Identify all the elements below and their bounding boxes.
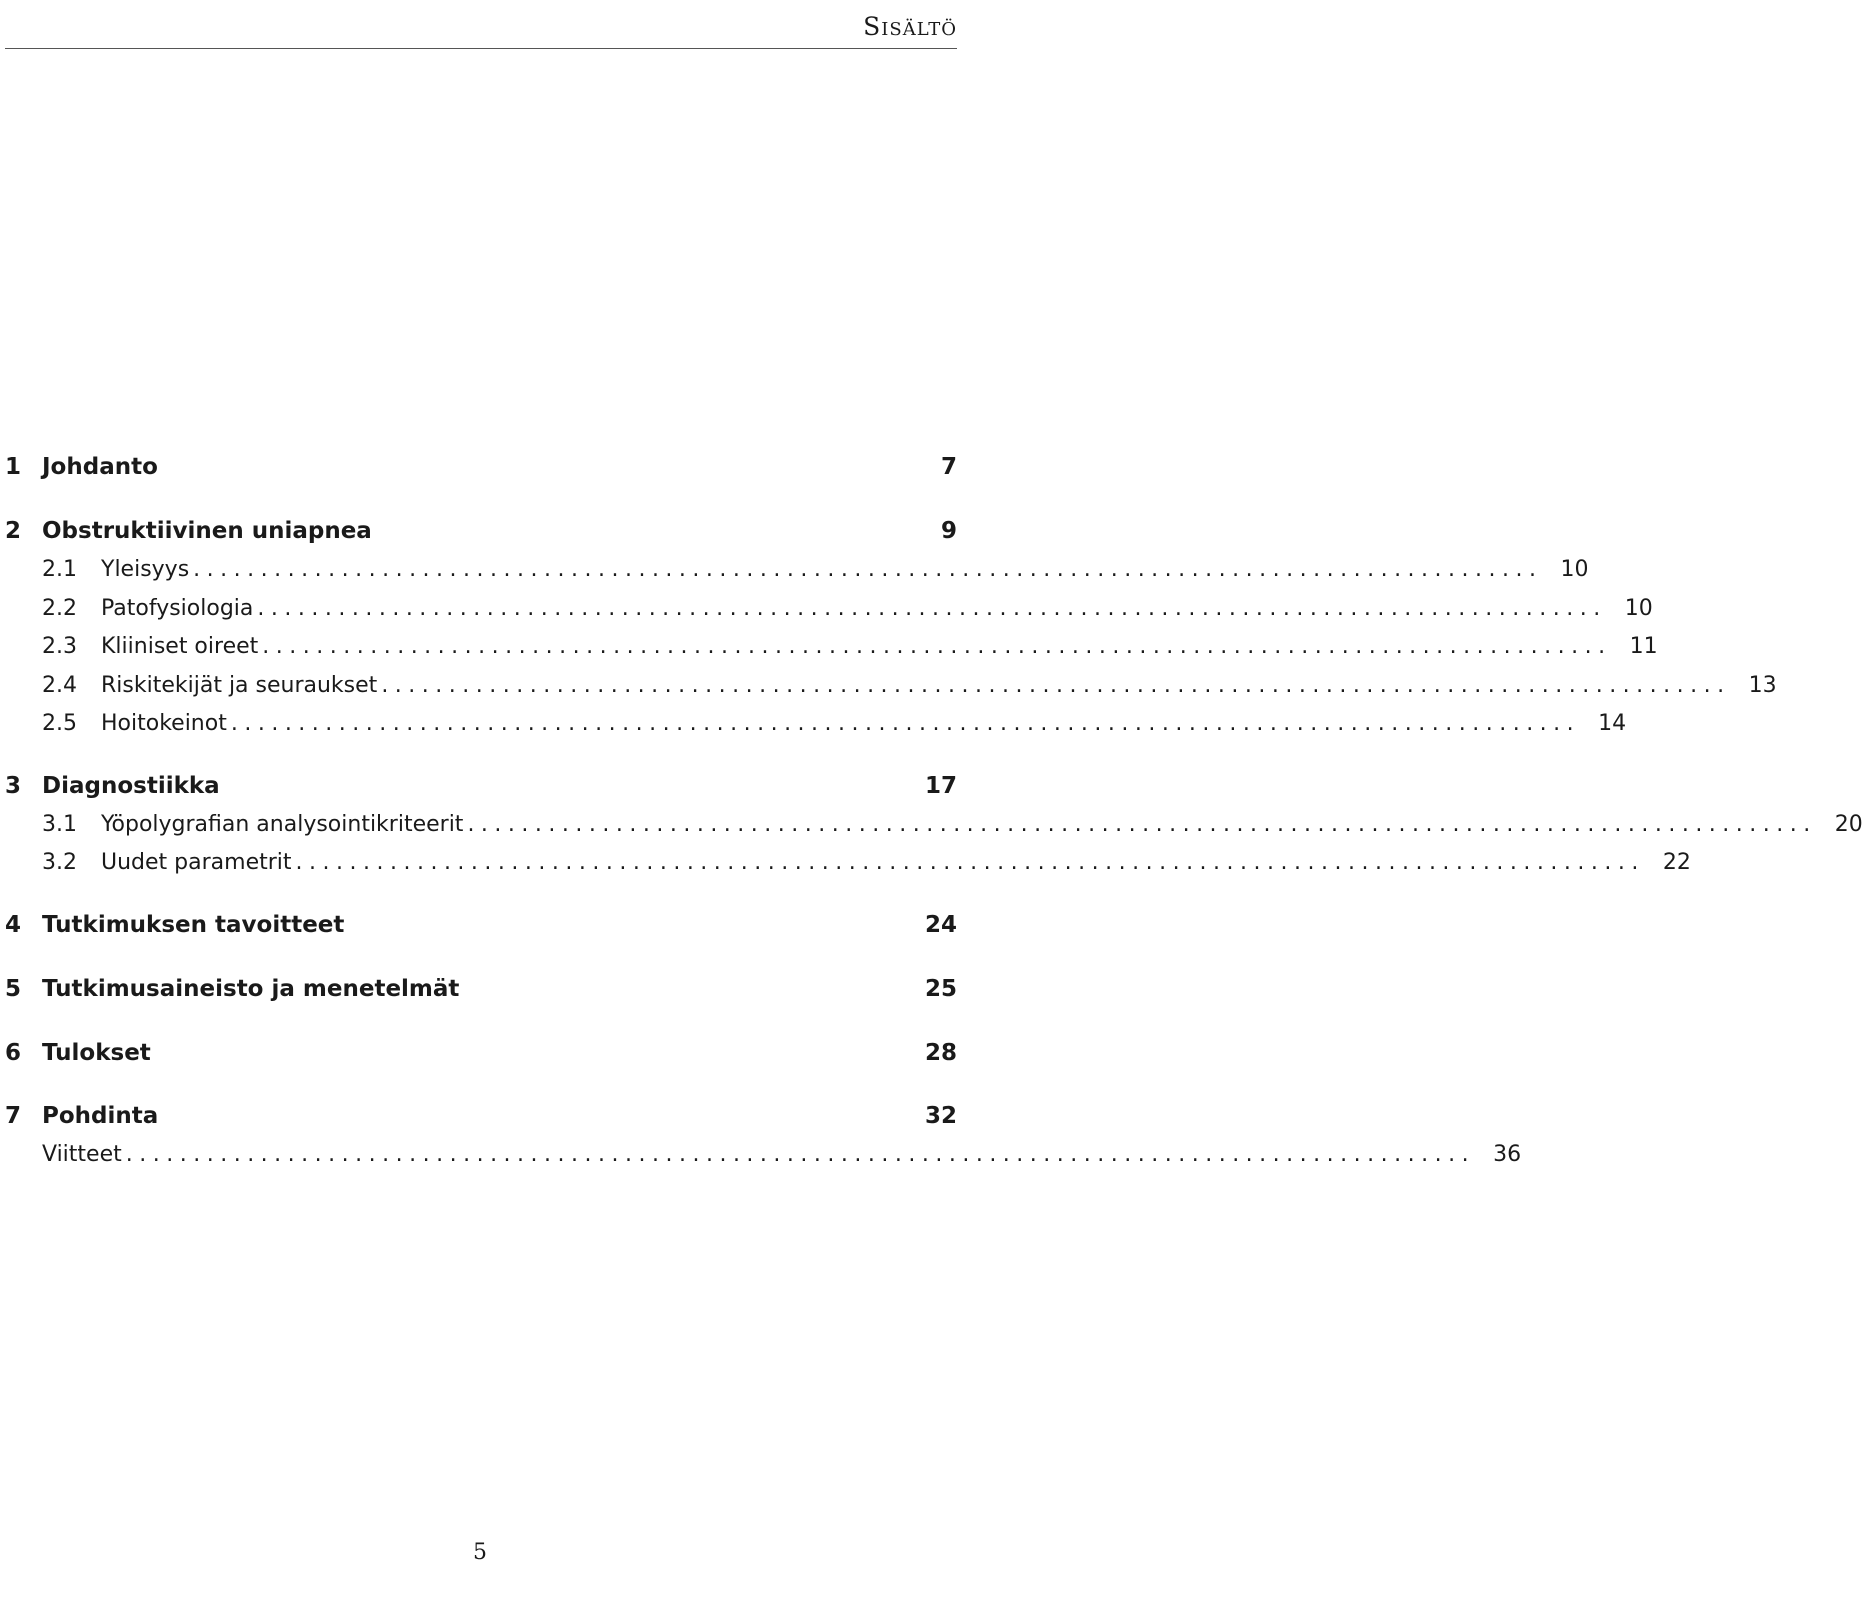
section-number: 3.1	[42, 812, 77, 837]
toc-entry-chapter-6[interactable]	[5, 1038, 957, 1068]
section-number: 3.2	[42, 850, 77, 875]
toc-entry-chapter-2[interactable]	[5, 516, 957, 546]
page-number: 17	[924, 773, 957, 799]
toc-entry-section-2-5[interactable]	[5, 709, 1627, 739]
section-title: Uudet parametrit	[101, 850, 292, 875]
page-number: 32	[924, 1103, 957, 1129]
section-number: 2.2	[42, 596, 77, 621]
toc-entry-section-3-1[interactable]	[5, 810, 1863, 840]
section-number: 2.3	[42, 634, 77, 659]
dot-leaders: ....................................................................................................	[262, 634, 1612, 659]
page-number: 10	[1560, 557, 1589, 582]
chapter-number: 7	[5, 1103, 22, 1129]
chapter-number: 5	[5, 976, 22, 1002]
section-title: Kliiniset oireet	[101, 634, 259, 659]
dot-leaders: ....................................................................................................	[467, 812, 1817, 837]
page-number: 22	[1662, 850, 1691, 875]
toc-entry-section-2-3[interactable]	[5, 632, 1658, 662]
chapter-title: Tulokset	[42, 1040, 151, 1066]
page-number: 10	[1624, 596, 1653, 621]
toc-entry-section-2-2[interactable]	[5, 594, 1653, 624]
page-footer-number: 5	[473, 1540, 487, 1565]
page-number: 25	[924, 976, 957, 1002]
toc-entry-chapter-7[interactable]	[5, 1101, 957, 1131]
toc-entry-chapter-1[interactable]	[5, 452, 957, 482]
page-number: 13	[1748, 673, 1777, 698]
chapter-number: 1	[5, 454, 22, 480]
page-number: 20	[1834, 812, 1863, 837]
toc-entry-section-3-2[interactable]	[5, 848, 1691, 878]
section-number: 2.1	[42, 557, 77, 582]
references-title: Viitteet	[42, 1142, 122, 1167]
chapter-number: 3	[5, 773, 22, 799]
dot-leaders: ....................................................................................................	[230, 711, 1581, 736]
dot-leaders: ....................................................................................................	[381, 673, 1731, 698]
toc-entry-section-2-4[interactable]	[5, 671, 1777, 701]
page-number: 9	[940, 518, 957, 544]
section-title: Yleisyys	[101, 557, 190, 582]
chapter-title: Obstruktiivinen uniapnea	[42, 518, 372, 544]
page-number: 36	[1493, 1142, 1522, 1167]
toc-entry-references[interactable]	[5, 1140, 1522, 1170]
toc-entry-chapter-5[interactable]	[5, 974, 957, 1004]
dot-leaders: ....................................................................................................	[257, 596, 1607, 621]
page-number: 11	[1629, 634, 1658, 659]
dot-leaders: ....................................................................................................	[125, 1142, 1476, 1167]
chapter-title: Diagnostiikka	[42, 773, 220, 799]
chapter-title: Pohdinta	[42, 1103, 159, 1129]
page-number: 7	[940, 454, 957, 480]
section-number: 2.4	[42, 673, 77, 698]
chapter-title: Tutkimusaineisto ja menetelmät	[42, 976, 460, 1002]
page-number: 14	[1598, 711, 1627, 736]
chapter-number: 4	[5, 912, 22, 938]
page-number: 24	[924, 912, 957, 938]
section-title: Hoitokeinot	[101, 711, 227, 736]
section-title: Yöpolygrafian analysointikriteerit	[101, 812, 464, 837]
page-number: 28	[924, 1040, 957, 1066]
toc-entry-section-2-1[interactable]	[5, 555, 1589, 585]
chapter-number: 6	[5, 1040, 22, 1066]
toc-entry-chapter-3[interactable]	[5, 771, 957, 801]
chapter-title: Johdanto	[42, 454, 158, 480]
chapter-number: 2	[5, 518, 22, 544]
section-number: 2.5	[42, 711, 77, 736]
section-title: Riskitekijät ja seuraukset	[101, 673, 378, 698]
running-head: Sisältö	[863, 12, 957, 41]
section-title: Patofysiologia	[101, 596, 254, 621]
dot-leaders: ....................................................................................................	[193, 557, 1543, 582]
dot-leaders: ....................................................................................................	[295, 850, 1645, 875]
toc-entry-chapter-4[interactable]	[5, 910, 957, 940]
chapter-title: Tutkimuksen tavoitteet	[42, 912, 345, 938]
page-header	[5, 0, 957, 49]
